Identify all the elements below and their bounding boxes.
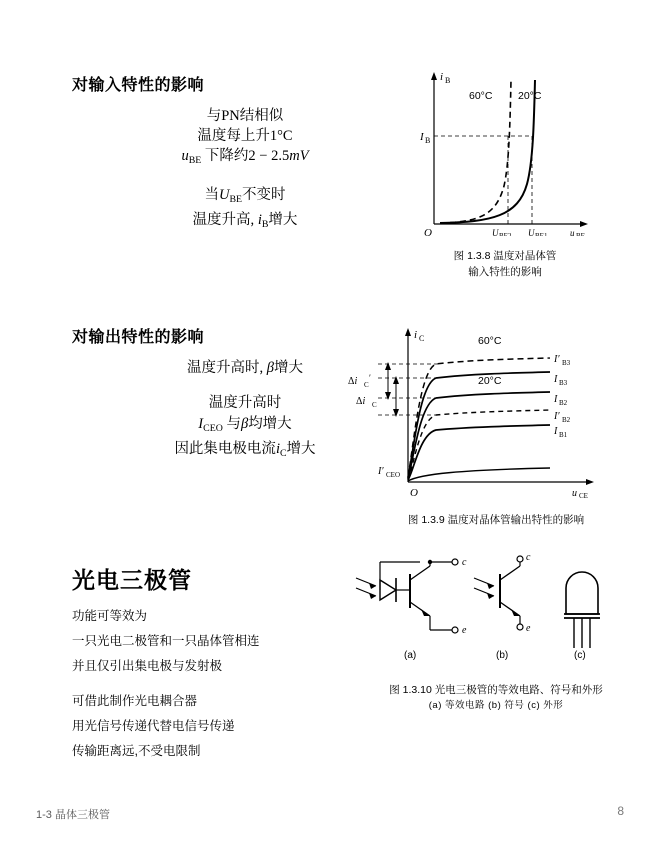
- svg-text:(c): (c): [574, 650, 586, 661]
- figure-1-3-9: [340, 322, 620, 507]
- svg-text:U: U: [528, 228, 535, 236]
- svg-text:I′: I′: [554, 411, 560, 422]
- svg-text:CE: CE: [579, 492, 588, 500]
- svg-text:Δi: Δi: [348, 376, 358, 387]
- svg-text:B2: B2: [559, 399, 568, 407]
- svg-text:c: c: [526, 552, 531, 563]
- caption-line: 输入特性的影响: [468, 266, 542, 278]
- svg-text:U: U: [492, 228, 499, 236]
- section-body-phototransistor: [72, 604, 342, 764]
- caption-line: 图 1.3.8 温度对晶体管: [453, 250, 557, 262]
- svg-text:BE: BE: [576, 232, 585, 236]
- caption-line: 图 1.3.10 光电三极管的等效电路、符号和外形: [389, 684, 603, 696]
- svg-text:BE2: BE2: [499, 232, 512, 236]
- figure-caption-1-3-8: [380, 248, 630, 280]
- text-line-formula: $u_{BE}$ 下降约2 − 2.5mV: [181, 148, 309, 166]
- section-title-input-effect: 对输入特性的影响: [72, 77, 205, 94]
- svg-text:c: c: [462, 557, 467, 568]
- text-line: 用光信号传递代替电信号传递: [72, 719, 235, 733]
- svg-text:e: e: [526, 623, 531, 634]
- text-line-formula: 当$U_{BE}$不变时: [204, 186, 286, 205]
- svg-text:O: O: [424, 227, 432, 236]
- text-line: 可借此制作光电耦合器: [72, 694, 198, 708]
- svg-text:′: ′: [369, 373, 371, 383]
- svg-text:B1: B1: [559, 431, 568, 439]
- text-line-formula: $I_{CEO}$ 与β均增大: [198, 416, 292, 434]
- figure-caption-1-3-9: [356, 512, 636, 528]
- caption-subline: (a) 等效电路 (b) 符号 (c) 外形: [428, 700, 564, 711]
- svg-text:I: I: [554, 374, 558, 385]
- svg-text:B3: B3: [562, 359, 571, 367]
- text-line-formula: 因此集电极电流$i_C$增大: [174, 440, 316, 459]
- svg-text:BE1: BE1: [535, 232, 548, 236]
- svg-text:20°C: 20°C: [518, 90, 542, 102]
- svg-text:C: C: [364, 381, 369, 389]
- page-number: 8: [617, 804, 624, 818]
- footer-section-label: 1-3 晶体三极管: [36, 809, 110, 821]
- svg-text:I: I: [554, 426, 558, 437]
- svg-text:I: I: [420, 131, 424, 143]
- spacer: [120, 379, 370, 393]
- svg-text:20°C: 20°C: [478, 375, 502, 387]
- figure-1-3-10: [348, 552, 638, 677]
- figure-1-3-8: [400, 66, 600, 241]
- text-line-formula: 温度升高时, β增大: [187, 360, 303, 376]
- svg-text:60°C: 60°C: [469, 90, 493, 102]
- text-line: 温度升高时: [208, 395, 282, 411]
- figure-caption-1-3-10: [346, 682, 646, 714]
- svg-text:CEO: CEO: [386, 471, 400, 479]
- section-title-phototransistor: 光电三极管: [72, 567, 192, 593]
- svg-text:B: B: [445, 76, 451, 85]
- svg-text:(a): (a): [404, 650, 417, 661]
- svg-text:C: C: [372, 401, 377, 409]
- svg-text:i: i: [440, 71, 444, 83]
- svg-text:B: B: [425, 136, 431, 145]
- text-line: 与PN结相似: [206, 108, 284, 124]
- text-line-formula: 温度升高, $i_B$增大: [192, 211, 298, 230]
- text-line: 温度每上升1°C: [197, 128, 293, 144]
- svg-text:I′: I′: [378, 466, 384, 477]
- svg-text:C: C: [419, 334, 425, 343]
- text-line: 传输距离远,不受电限制: [72, 744, 201, 758]
- svg-text:Δi: Δi: [356, 396, 366, 407]
- caption-line: 图 1.3.9 温度对晶体管输出特性的影响: [407, 514, 585, 526]
- text-line: 功能可等效为: [72, 609, 148, 623]
- section-title-output-effect: 对输出特性的影响: [72, 329, 205, 346]
- svg-text:e: e: [462, 625, 467, 636]
- svg-text:B2: B2: [562, 416, 571, 424]
- spacer: [130, 171, 360, 185]
- section-body-input-effect: [130, 106, 360, 234]
- svg-text:u: u: [572, 488, 577, 499]
- section-body-output-effect: [120, 358, 370, 464]
- svg-text:i: i: [414, 329, 418, 341]
- svg-text:u: u: [570, 228, 575, 236]
- svg-text:B3: B3: [559, 379, 568, 387]
- spacer: [72, 679, 342, 689]
- svg-text:(b): (b): [496, 650, 509, 661]
- text-line: 一只光电二极管和一只晶体管相连: [72, 634, 260, 648]
- svg-text:O: O: [410, 487, 418, 499]
- svg-text:I′: I′: [554, 354, 560, 365]
- svg-text:I: I: [554, 394, 558, 405]
- svg-text:60°C: 60°C: [478, 335, 502, 347]
- text-line: 并且仅引出集电极与发射极: [72, 659, 223, 673]
